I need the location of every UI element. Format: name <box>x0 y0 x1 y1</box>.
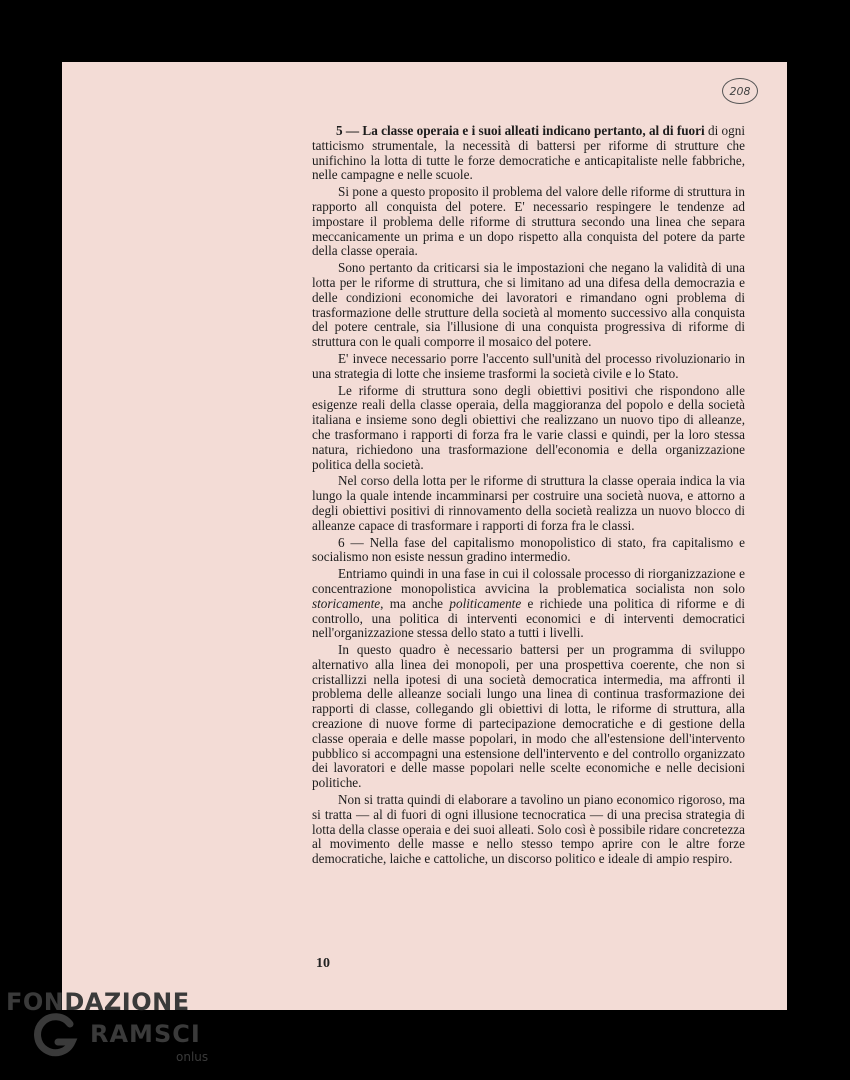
archive-stamp: 208 <box>722 78 758 104</box>
page-number: 10 <box>316 956 330 971</box>
fondazione-logo <box>4 988 214 1080</box>
paragraph-2: Si pone a questo proposito il problema del valore delle riforme di struttura in rapporto all conquista del potere. E' necessario respingere le tendenze ad impostare il problema delle riforme di struttura secondo una linea che separa meccanicamente un prima e un dopo rispetto alla conquista del potere da parte della classe operaia. <box>312 184 745 259</box>
paragraph-3: Sono pertanto da criticarsi sia le impostazioni che negano la validità di una lotta per le riforme di struttura, che si limitano ad una difesa della democrazia e delle condizioni economiche dei lavoratori e rimandano ogni problema di trasformazione delle strutture della società al momento successivo alla conquista del potere centrale, sia l'illusione di una conquista progressiva di riforme di struttura con le quali comporre il mosaico del potere. <box>312 260 745 350</box>
emphasis: storicamente <box>312 595 381 611</box>
paragraph-text: , ma anche <box>380 595 450 611</box>
paragraph-text: Entriamo quindi in una fase in cui il colossale processo di riorganizzazione e concentrazione monopolistica avvicina la problematica socialista non solo <box>312 566 745 596</box>
paragraph-1 <box>312 124 745 183</box>
paragraph-8 <box>312 567 745 641</box>
body-text <box>312 124 745 869</box>
paragraph-6: Nel corso della lotta per le riforme di struttura la classe operaia indica la via lungo la quale intende incamminarsi per costruire una società nuova, e attorno a degli obiettivi positivi di rinnovamento della società realizza un nuovo blocco di alleanze capace di trasformare i rapporti di forza fra le classi. <box>312 473 745 533</box>
logo-g-icon <box>32 1012 80 1060</box>
logo-line-3: onlus <box>176 1050 209 1064</box>
paragraph-lead: 5 — La classe operaia e i suoi alleati indicano pertanto, al di fuori <box>336 123 705 138</box>
paragraph-7: 6 — Nella fase del capitalismo monopolistico di stato, fra capitalismo e socialismo non esiste nessun gradino intermedio. <box>312 534 745 565</box>
paragraph-9: In questo quadro è necessario battersi per un programma di sviluppo alternativo alla linea dei monopoli, per una prospettiva coerente, che non si cristallizzi nella ipotesi di una società democratica intermedia, ma affronti il problema delle alleanze sociali lungo una linea di continua trasformazione dei rapporti di classe, collegando gli obiettivi di lotta, le riforme di struttura, alla creazione di nuove forme di partecipazione democratiche e di gestione della classe operaia e delle masse popolari, in modo che all'estensione dell'intervento pubblico si accompagni una estensione dell'intervento e del controllo organizzato dei lavoratori e delle masse popolari nelle scelte economiche e nelle decisioni politiche. <box>312 642 745 791</box>
emphasis: politicamente <box>449 595 522 611</box>
paragraph-text: e richiede una politica di riforme e di controllo, una politica di interventi economici e di interventi democratici nell'organizzazione stessa dello stato a tutti i livelli. <box>312 595 745 641</box>
paragraph-4: E' invece necessario porre l'accento sull'unità del processo rivoluzionario in una strategia di lotte che insieme trasformi la società civile e lo Stato. <box>312 350 745 381</box>
logo-line-2: RAMSCI <box>90 1020 201 1048</box>
paragraph-10: Non si tratta quindi di elaborare a tavolino un piano economico rigoroso, ma si tratta — al di fuori di ogni illusione tecnocratica — di una precisa strategia di lotta della classe operaia e dei suoi alleati. Solo così è possibile ridare concretezza al movimento delle masse e nello stesso tempo aprire con le altre forze democratiche, laiche e cattoliche, un discorso politico e ideale di ampio respiro. <box>312 792 745 867</box>
paragraph-5: Le riforme di struttura sono degli obiettivi positivi che rispondono alle esigenze reali della classe operaia, della maggioranza del popolo e della società italiana e insieme sono degli obiettivi che realizzano un nuovo tipo di alleanze, che trasformano i rapporti di forza fra le varie classi e quindi, per la loro stessa natura, richiedono una trasformazione dell'economia e della organizzazione politica della società. <box>312 382 745 472</box>
logo-line-1: FONDAZIONE <box>6 988 190 1016</box>
paragraph-text: di ogni tatticismo strumentale, la necessità di battersi per riforme di strutture che unifichino la lotta di tutte le forze democratiche e anticapitaliste nelle fabbriche, nelle campagne e nelle scuole. <box>312 123 745 183</box>
